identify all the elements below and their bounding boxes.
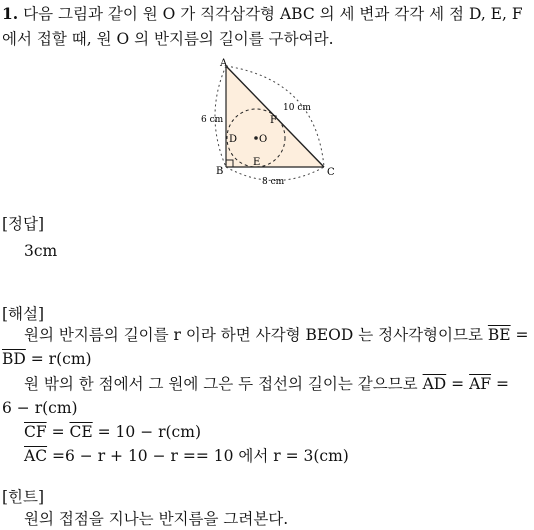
problem-text-1: 다음 그림과 같이 원 O 가 직각삼각형 ABC 의 세 변과 각각 세 점 D, E, F	[23, 5, 523, 23]
solution-text-2: = r(cm)	[30, 350, 92, 368]
segment-ad: $\overline{AD}$	[422, 375, 447, 393]
solution-heading: [해설]	[2, 305, 45, 323]
label-a: A	[220, 58, 228, 69]
solution-line-4: 6 − r(cm)	[2, 399, 78, 417]
solution-text-3: 원 밖의 한 점에서 그 원에 그은 두 접선의 길이는 같으므로	[24, 375, 418, 393]
answer-value: 3cm	[24, 242, 58, 260]
label-d: D	[229, 134, 238, 145]
problem-number: 1.	[2, 4, 19, 23]
equals-sign: =	[495, 375, 509, 393]
label-f: F	[270, 115, 277, 126]
problem-line-2: 에서 접할 때, 원 O 의 반지름의 길이를 구하여라.	[2, 30, 334, 48]
equals-sign: =	[451, 375, 465, 393]
label-b: B	[216, 166, 224, 177]
equals-sign: =	[515, 326, 529, 344]
solution-text-6: =6 − r + 10 − r == 10 에서 r = 3(cm)	[52, 447, 349, 465]
hint-heading: [힌트]	[2, 488, 45, 506]
segment-bd: $\overline{BD}$	[2, 350, 26, 368]
solution-text-1: 원의 반지름의 길이를 r 이라 하면 사각형 BEOD 는 정사각형이므로	[24, 326, 483, 344]
solution-text-5: = 10 − r(cm)	[97, 423, 201, 441]
segment-cf: $\overline{CF}$	[24, 423, 47, 441]
segment-ce: $\overline{CE}$	[69, 423, 93, 441]
center-point	[254, 136, 258, 140]
equals-sign: =	[51, 423, 65, 441]
label-bc-length: 8 cm	[262, 177, 285, 187]
answer-heading: [정답]	[2, 215, 45, 233]
solution-line-6	[24, 446, 349, 466]
segment-af: $\overline{AF}$	[469, 375, 492, 393]
solution-line-2	[2, 349, 92, 369]
solution-line-5	[24, 422, 201, 442]
segment-ac: $\overline{AC}$	[24, 447, 48, 465]
solution-line-3	[24, 374, 509, 394]
segment-be: $\overline{BE}$	[487, 326, 511, 344]
hint-text: 원의 접점을 지나는 반지름을 그려본다.	[24, 510, 289, 528]
label-e: E	[253, 157, 261, 168]
label-c: C	[327, 167, 335, 178]
label-ac-length: 10 cm	[283, 103, 311, 113]
label-o: O	[259, 134, 268, 145]
label-ab-length: 6 cm	[201, 115, 224, 125]
solution-line-1	[24, 325, 529, 345]
